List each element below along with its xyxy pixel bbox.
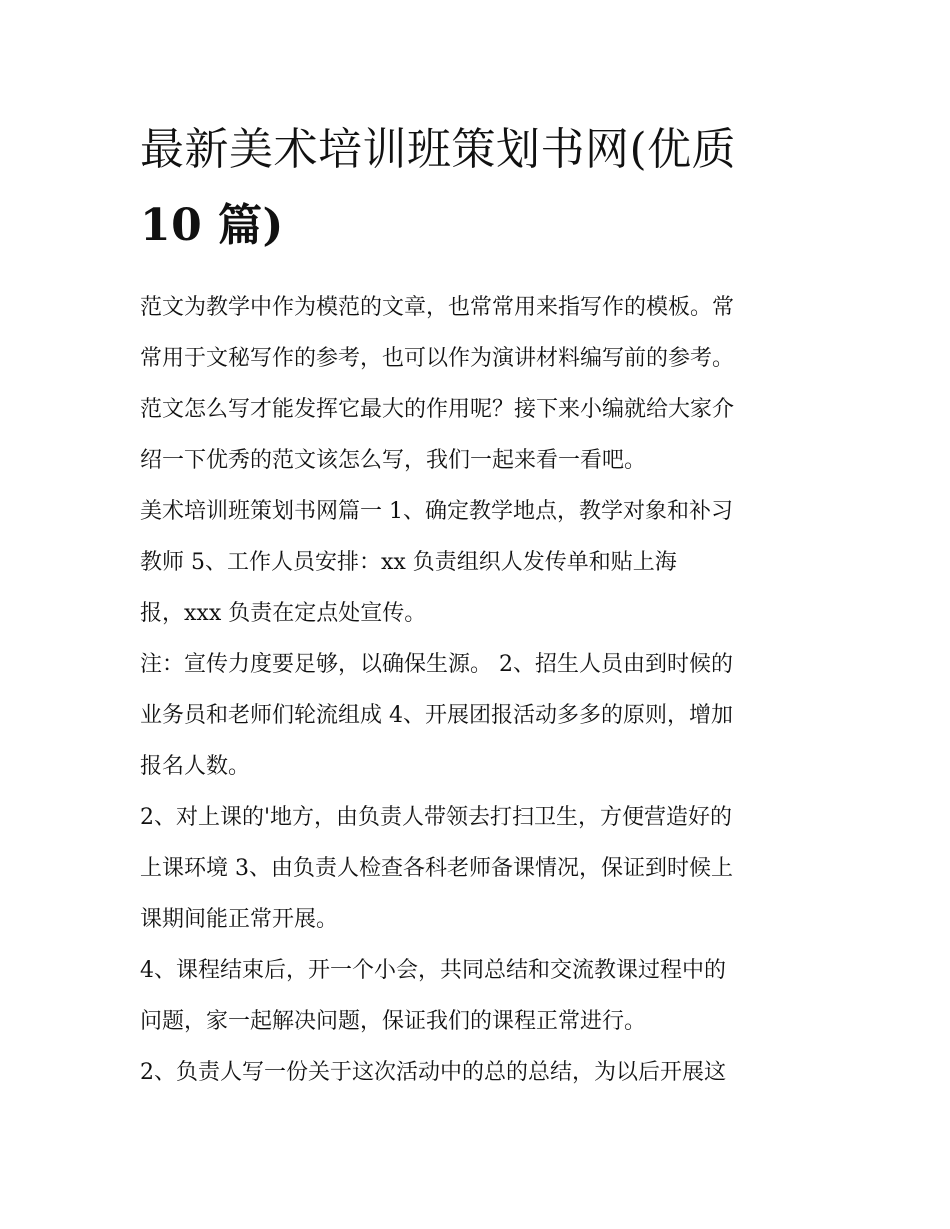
paragraph-line: 业务员和老师们轮流组成 4、开展团报活动多多的原则，增加 xyxy=(140,703,733,728)
paragraph-classroom xyxy=(140,792,812,945)
paragraph-line: 2、对上课的'地方，由负责人带领去打扫卫生，方便营造好的 xyxy=(140,805,733,830)
paragraph-line: 报，xxx 负责在定点处宣传。 xyxy=(140,601,427,626)
paragraph-line: 范文为教学中作为模范的文章，也常常用来指写作的模板。常 xyxy=(140,295,735,320)
paragraph-line: 2、负责人写一份关于这次活动中的总的总结，为以后开展这 xyxy=(140,1060,726,1085)
document-body xyxy=(140,282,812,1098)
paragraph-line: 报名人数。 xyxy=(140,754,251,779)
paragraph-line: 上课环境 3、由负责人检查各科老师备课情况，保证到时候上 xyxy=(140,856,733,881)
paragraph-line: 常用于文秘写作的参考，也可以作为演讲材料编写前的参考。 xyxy=(140,346,735,371)
title-line-1: 最新美术培训班策划书网(优质 xyxy=(140,124,737,175)
paragraph-line: 美术培训班策划书网篇一 1、确定教学地点，教学对象和补习 xyxy=(140,499,733,524)
paragraph-note xyxy=(140,639,812,792)
paragraph-summary xyxy=(140,1047,812,1098)
paragraph-line: 问题，家一起解决问题，保证我们的课程正常进行。 xyxy=(140,1009,647,1034)
title-line-2: 10 篇) xyxy=(140,200,284,251)
paragraph-course-end xyxy=(140,945,812,1047)
paragraph-section-1 xyxy=(140,486,812,639)
paragraph-line: 绍一下优秀的范文该怎么写，我们一起来看一看吧。 xyxy=(140,448,647,473)
paragraph-intro xyxy=(140,282,812,486)
paragraph-line: 范文怎么写才能发挥它最大的作用呢？接下来小编就给大家介 xyxy=(140,397,735,422)
document-title xyxy=(140,112,812,264)
document-content xyxy=(140,112,812,1098)
paragraph-line: 4、课程结束后，开一个小会，共同总结和交流教课过程中的 xyxy=(140,958,726,983)
paragraph-line: 课期间能正常开展。 xyxy=(140,907,339,932)
paragraph-line: 注：宣传力度要足够，以确保生源。 2、招生人员由到时候的 xyxy=(140,652,733,677)
paragraph-line: 教师 5、工作人员安排：xx 负责组织人发传单和贴上海 xyxy=(140,550,677,575)
